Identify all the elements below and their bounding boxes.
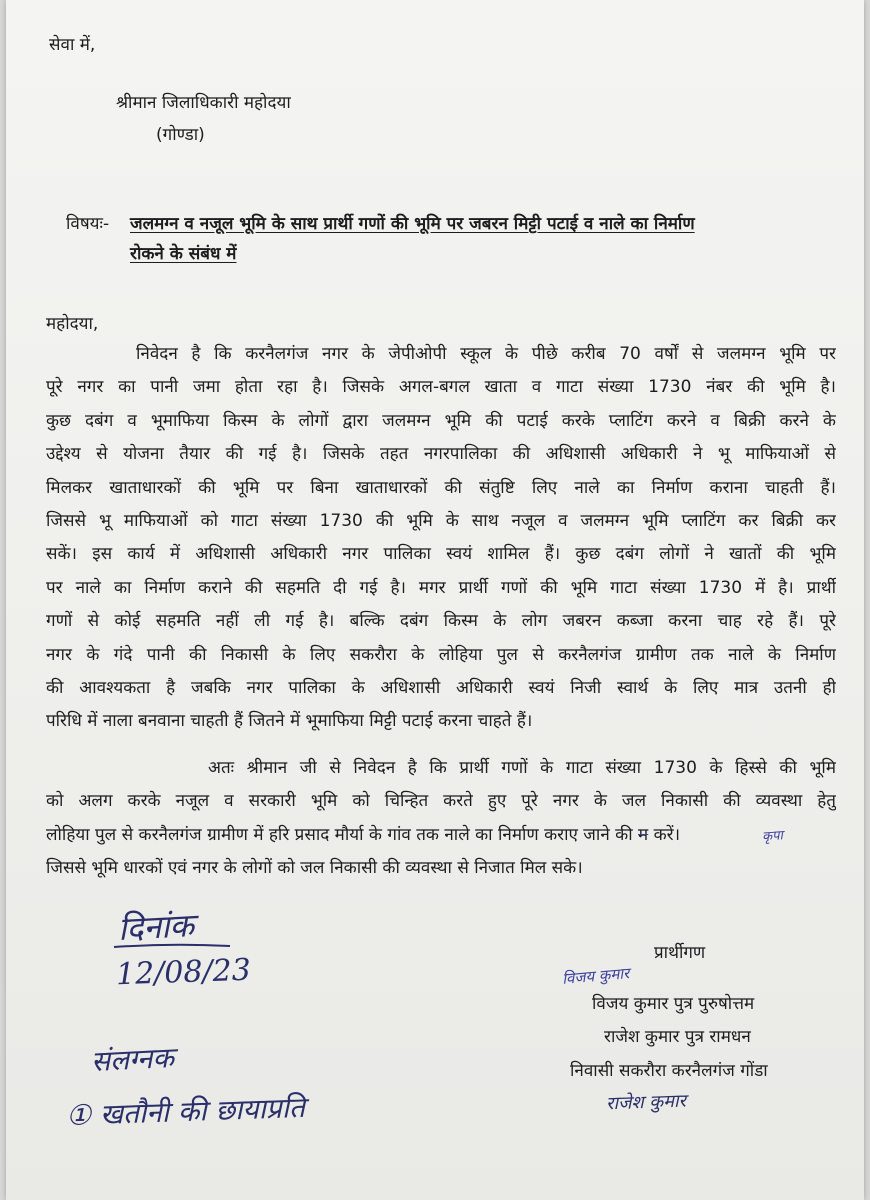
request-line-text: लोहिया पुल से करनैलगंज ग्रामीण में हरि प्रसाद मौर्या के गांव तक नाले का निर्माण कराए जाने की: [46, 824, 633, 845]
body-line: परिधि में नाला बनवाना चाहती हैं जितने में भूमाफिया मिट्टी पटाई करना चाहते हैं।: [46, 711, 533, 732]
request-line: को अलग करके नजूल व सरकारी भूमि को चिन्हित करते हुए पूरे नगर के जल निकासी की व्यवस्था हेतु: [46, 791, 836, 812]
body-line: पर नाले का निर्माण कराने की सहमति दी गई है। मगर प्रार्थी गणों की भूमि गाटा संख्या 1730 में है। प्रार्थी: [46, 577, 836, 598]
body-line: जिससे भू माफियाओं को गाटा संख्या 1730 की भूमि के साथ नजूल व जलमग्न भूमि प्लाटिंग कर बिक्री कर: [46, 510, 836, 531]
body-line: गणों से कोई सहमति नहीं ली गई है। बल्कि दबंग किस्म के लोग जबरन कब्जा करना चाह रहे हैं। पूरे: [46, 611, 836, 632]
body-line: सकें। इस कार्य में अधिशासी अधिकारी नगर पालिका स्वयं शामिल हैं। कुछ दबंग लोगों ने खातों की भूमि: [46, 544, 836, 565]
salutation-to: सेवा में,: [49, 35, 96, 55]
request-line-end: करें।: [653, 824, 681, 845]
request-line: जिससे भूमि धारकों एवं नगर के लोगों को जल निकासी की व्यवस्था से निजात मिल सके।: [46, 858, 583, 879]
signature-vijay: विजय कुमार: [561, 964, 630, 988]
date-label: दिनांक: [117, 906, 195, 948]
handwritten-correction: कृपा: [761, 828, 784, 845]
request-line-3: [46, 819, 836, 852]
body-line: नगर के गंदे पानी की निकासी के लिए सकरौरा के लोहिया पुल से करनैलगंज ग्रामीण तक नाले के निर्माण: [46, 644, 836, 665]
subject-line2: रोकने के संबंध में: [130, 244, 237, 264]
body-line: मिलकर खाताधारकों की भूमि पर बिना खाताधारकों की संतुष्टि लिए नाले का निर्माण कराना चाहती हैं।: [46, 477, 836, 498]
date-underline: [112, 942, 232, 950]
body-line: की आवश्यकता है जबकि नगर पालिका के अधिशासी अधिकारी स्वयं निजी स्वार्थ के लिए मात्र उतनी ही: [46, 677, 836, 698]
enclosure-label: संलग्नक: [90, 1040, 175, 1079]
request-line: अतः श्रीमान जी से निवेदन है कि प्रार्थी गणों के गाटा संख्या 1730 के हिस्से की भूमि: [208, 758, 836, 778]
body-paragraph: [46, 338, 836, 739]
signature-rajesh: राजेश कुमार: [605, 1090, 687, 1115]
body-line: निवेदन है कि करनैलगंज नगर के जेपीओपी स्कूल के पीछे करीब 70 वर्षों से जलमग्न भूमि पर: [136, 344, 836, 364]
letter-page: [6, 0, 864, 1200]
request-paragraph: [46, 752, 836, 886]
date-value: 12/08/23: [115, 952, 252, 993]
struck-word: म: [638, 824, 649, 845]
subject-label: विषयः-: [66, 214, 110, 234]
addressee-line1: श्रीमान जिलाधिकारी महोदया: [116, 93, 291, 113]
petitioner-address: निवासी सकरौरा करनैलगंज गोंडा: [570, 1061, 768, 1081]
addressee-line2: (गोण्डा): [156, 125, 205, 145]
petitioners-heading: प्रार्थीगण: [654, 943, 706, 963]
body-line: पूरे नगर का पानी जमा होता रहा है। जिसके अगल-बगल खाता व गाटा संख्या 1730 नंबर की भूमि है।: [46, 377, 836, 398]
petitioner-name-2: राजेश कुमार पुत्र रामधन: [604, 1027, 751, 1047]
body-line: उद्देश्य से योजना तैयार की गई है। जिसके तहत नगरपालिका की अधिशासी अधिकारी ने भू माफियाओं से: [46, 444, 836, 465]
body-line: कुछ दबंग व भूमाफिया किस्म के लोगों द्वारा जलमग्न भूमि की पटाई करके प्लाटिंग करने व बिक्री करने के: [46, 410, 836, 431]
greeting: महोदया,: [46, 314, 99, 334]
enclosure-item: ① खतौनी की छायाप्रति: [65, 1090, 306, 1133]
subject-line1: जलमग्न व नजूल भूमि के साथ प्रार्थी गणों की भूमि पर जबरन मिट्टी पटाई व नाले का निर्माण: [130, 214, 695, 234]
petitioner-name-1: विजय कुमार पुत्र पुरुषोत्तम: [592, 994, 755, 1014]
